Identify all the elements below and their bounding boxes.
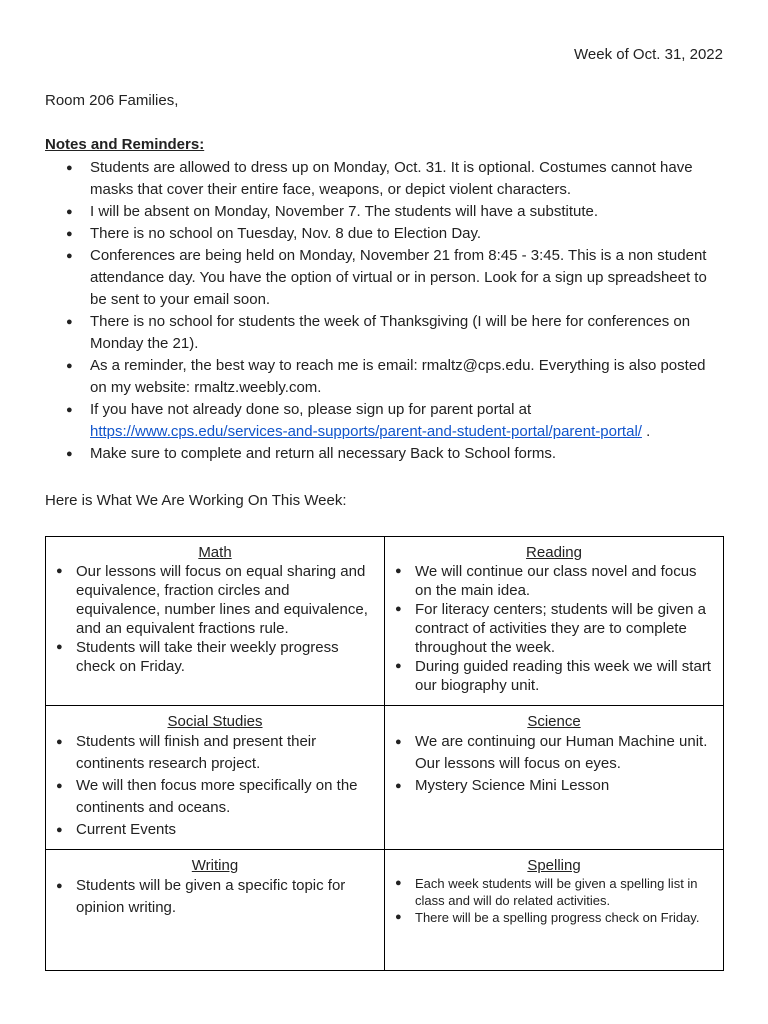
- science-item: ● Mystery Science Mini Lesson: [393, 775, 715, 797]
- spelling-item: ● There will be a spelling progress check on Friday.: [393, 909, 715, 926]
- note-item: ● There is no school on Tuesday, Nov. 8 due to Election Day.: [66, 223, 726, 245]
- notes-list: [66, 157, 726, 465]
- science-title: Science: [527, 713, 581, 730]
- social-studies-title: Social Studies: [167, 713, 263, 730]
- social-studies-cell: [46, 706, 385, 850]
- notes-heading: Notes and Reminders:: [45, 136, 205, 153]
- note-item: ● Students are allowed to dress up on Monday, Oct. 31. It is optional. Costumes cannot have masks that cover their entire face, weapons, or depict violent characters.: [66, 157, 726, 201]
- social-studies-item: ● Current Events: [54, 819, 376, 841]
- math-item: ● Our lessons will focus on equal sharing and equivalence, fraction circles and equivalence, number lines and equivalence, and an equivalent fractions rule.: [54, 562, 376, 638]
- note-item: ● Conferences are being held on Monday, November 21 from 8:45 - 3:45. This is a non student attendance day. You have the option of virtual or in person. Look for a sign up spreadsheet to be sent to your email soon.: [66, 245, 726, 311]
- weekly-plan-table: [45, 536, 724, 971]
- note-item: ● Make sure to complete and return all necessary Back to School forms.: [66, 443, 726, 465]
- reading-item: ● We will continue our class novel and focus on the main idea.: [393, 562, 715, 600]
- reading-item: ● For literacy centers; students will be given a contract of activities they are to complete throughout the week.: [393, 600, 715, 657]
- note-item: ● There is no school for students the week of Thanksgiving (I will be here for conferences on Monday the 21).: [66, 311, 726, 355]
- reading-title: Reading: [526, 544, 582, 561]
- parent-portal-link[interactable]: https://www.cps.edu/services-and-supports/parent-and-student-portal/parent-portal/: [90, 423, 642, 440]
- reading-cell: [385, 537, 724, 706]
- note-item: ● As a reminder, the best way to reach me is email: rmaltz@cps.edu. Everything is also posted on my website: rmaltz.weebly.com.: [66, 355, 726, 399]
- spelling-title: Spelling: [527, 857, 581, 874]
- science-item: ● We are continuing our Human Machine unit. Our lessons will focus on eyes.: [393, 731, 715, 775]
- writing-cell: [46, 850, 385, 971]
- portal-suffix: .: [641, 423, 651, 440]
- reading-item: ● During guided reading this week we will start our biography unit.: [393, 657, 715, 695]
- portal-text: If you have not already done so, please sign up for parent portal at: [90, 401, 532, 418]
- math-title: Math: [198, 544, 232, 561]
- spelling-cell: [385, 850, 724, 971]
- week-date: Week of Oct. 31, 2022: [574, 46, 723, 63]
- note-item-portal: [66, 399, 726, 443]
- note-item: ● I will be absent on Monday, November 7. The students will have a substitute.: [66, 201, 726, 223]
- math-cell: [46, 537, 385, 706]
- math-item: ● Students will take their weekly progress check on Friday.: [54, 638, 376, 676]
- science-cell: [385, 706, 724, 850]
- working-on-heading: Here is What We Are Working On This Week:: [45, 492, 347, 509]
- writing-title: Writing: [191, 857, 239, 874]
- writing-item: ● Students will be given a specific topic for opinion writing.: [54, 875, 376, 919]
- social-studies-item: ● Students will finish and present their continents research project.: [54, 731, 376, 775]
- spelling-item: ● Each week students will be given a spelling list in class and will do related activities.: [393, 875, 715, 909]
- greeting: Room 206 Families,: [45, 92, 179, 109]
- social-studies-item: ● We will then focus more specifically on the continents and oceans.: [54, 775, 376, 819]
